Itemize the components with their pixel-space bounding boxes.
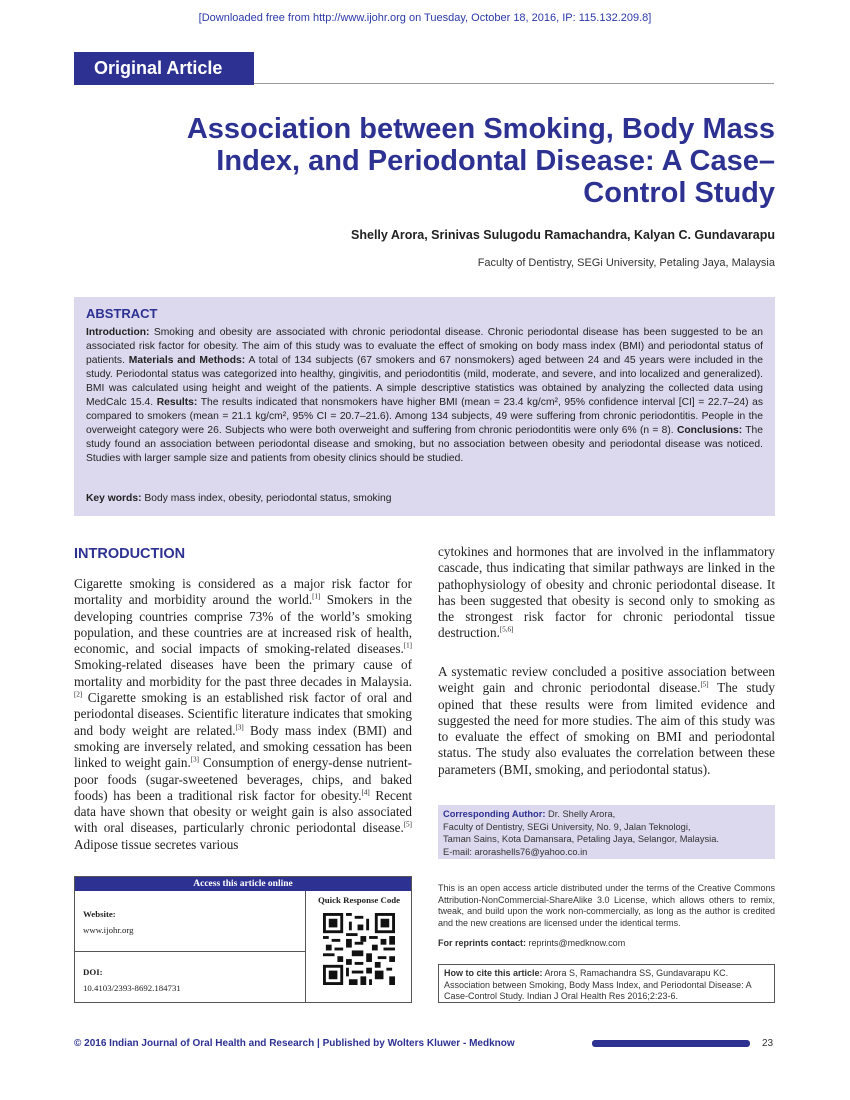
header-divider [254,83,774,84]
intro-text: Cigarette smoking is an established risk factor of oral and periodontal diseases. Scientific literature indicates that smoking and body weight are related. [74,690,412,738]
citation-ref[interactable]: [1] [403,641,412,650]
intro-paragraph [438,544,775,642]
intro-text: Smokers in the developing countries comprise 73% of the world’s smoking population, and these countries are at increased risk of health, economic, and social impacts of smoking-related diseases. [74,592,412,657]
download-line: [Downloaded free from http://www.ijohr.org on Tuesday, October 18, 2016, IP: 115.132.209.8] [198,12,652,24]
abstract-methods-label: Materials and Methods: [128,355,246,366]
intro-text: A systematic review concluded a positive association between weight gain and chronic periodontal disease. [438,664,775,696]
introduction-right-paragraph-1 [438,544,775,642]
authors: Shelly Arora, Srinivas Sulugodu Ramachandra, Kalyan C. Gundavarapu [351,228,775,242]
doi-cell [75,967,305,993]
access-heading: Access this article online [75,877,411,891]
qr-label: Quick Response Code [317,895,401,905]
citation-ref[interactable]: [5,6] [499,626,514,635]
intro-text: Adipose tissue secretes various [74,836,239,852]
intro-text: Consumption of energy-dense nutrient-poor foods (sugar-sweetened beverages, chips, and baked foods) has been a traditional risk factor for obesity. [74,755,412,803]
corresponding-address-line: Faculty of Dentistry, SEGi University, No. 9, Jalan Teknologi, [443,821,691,832]
affiliation: Faculty of Dentistry, SEGi University, Petaling Jaya, Malaysia [477,257,775,269]
introduction-left-column [74,576,412,853]
abstract-results-text: The results indicated that nonsmokers have higher BMI (mean = 23.4 kg/cm², 95% confidence interval [CI] = 22.7–24) as compared to smokers (mean = 21.1 kg/cm², 95% CI = 20.7–21.6). Among 134 subjects, 49 were suffering from chronic periodontitis. People in the overweight category were 26. Subjects who were both overweight and suffering from chronic periodontitis were only 6% (n = 8). [86,397,763,436]
website-label: Website: [83,909,116,919]
corresponding-author-line [443,808,770,821]
footer-bar [592,1040,750,1047]
abstract-methods-text: A total of 134 subjects (67 smokers and 67 nonsmokers) aged between 24 and 45 years were included in the study. Periodontal status was categorized into healthy, gingivitis, and periodontitis (mild, moderate, and severe, and into localized and generalized). BMI was calculated using height and weight of the patients. A simple descriptive statistics was obtained by analyzing the collected data using MedCalc 15.4. [86,355,763,408]
reprints-contact [438,938,775,948]
introduction-heading: INTRODUCTION [74,546,186,562]
doi-link[interactable]: 10.4103/2393-8692.184731 [83,983,181,993]
intro-paragraph [74,576,412,853]
intro-text: cytokines and hormones that are involved in the inflammatory cascade, thus indicating that similar pathways are linked in the pathophysiology of obesity and chronic periodontal disease. It has been suggested that obesity is second only to smoking as the strongest risk factor for chronic periodontal tissue destruction. [438,544,775,641]
intro-text: Cigarette smoking is considered as a major risk factor for mortality and morbidity around the world. [74,576,412,608]
keywords [86,493,391,504]
abstract-heading: ABSTRACT [86,306,158,321]
reprints-label: For reprints contact: [438,938,527,948]
qr-code-icon[interactable] [323,913,395,985]
corresponding-author-name: Dr. Shelly Arora, [545,809,616,819]
intro-text: Smoking-related diseases have been the primary cause of mortality and morbidity for the past three decades in Malaysia. [74,657,412,689]
citation-ref[interactable]: [2] [74,690,83,699]
cite-label: How to cite this article: [444,968,543,978]
citation-ref[interactable]: [3] [235,723,244,732]
access-divider [75,951,305,952]
website-link[interactable]: www.ijohr.org [83,925,134,935]
intro-paragraph [438,664,775,778]
intro-text: Recent data have shown that obesity or weight gain is also associated with oral diseases, particularly chronic periodontal disease. [74,787,412,836]
article-title: Association between Smoking, Body Mass Index, and Periodontal Disease: A Case–Control Study [186,113,775,209]
cite-text: Arora S, Ramachandra SS, Gundavarapu KC. Association between Smoking, Body Mass Index, and Periodontal Disease: A Case-Control Study. Indian J Oral Health Res 2016;2:23-6. [444,968,752,1001]
citation-ref[interactable]: [3] [190,755,199,764]
access-online-box [74,876,412,1003]
keywords-label: Key words: [86,493,142,504]
page-footer: © 2016 Indian Journal of Oral Health and Research | Published by Wolters Kluwer - Medknow [74,1038,515,1049]
abstract-results-label: Results: [156,397,198,408]
introduction-right-paragraph-2 [438,664,775,778]
citation-ref[interactable]: [4] [361,788,370,797]
access-divider [305,891,306,1002]
article-type-tab: Original Article [74,52,254,85]
corresponding-author-label: Corresponding Author: [443,809,546,819]
page-number: 23 [762,1038,774,1049]
abstract-conclusions-label: Conclusions: [676,425,743,436]
abstract-body [86,326,763,466]
abstract-intro-text: Smoking and obesity are associated with chronic periodontal disease. Chronic periodontal disease has been suggested to be an associated risk factor for obesity. The aim of this study was to evaluate the effect of smoking on body mass index (BMI) and periodontal status of patients. [86,327,763,366]
citation-ref[interactable]: [5] [403,821,412,830]
access-grid [75,891,411,1002]
website-cell [75,909,305,935]
corresponding-address-line: Taman Sains, Kota Damansara, Petaling Jaya, Selangor, Malaysia. [443,834,719,844]
citation-ref[interactable]: [5] [700,680,709,689]
license-text: This is an open access article distributed under the terms of the Creative Commons Attribution-NonCommercial-ShareAlike 3.0 License, which allows others to remix, tweak, and build upon the work non-commercially, as long as the author is credited and the new creations are licensed under the identical terms. [438,883,775,928]
keywords-text: Body mass index, obesity, periodontal status, smoking [141,493,392,504]
doi-label: DOI: [83,967,103,977]
reprints-email[interactable]: reprints@medknow.com [526,938,626,948]
abstract-conclusions-text: The study found an association between periodontal disease and smoking, but no association between obesity and periodontal disease was noticed. Studies with larger sample size and patients from obesity clinics should be studied. [86,425,763,464]
abstract-box [74,297,775,516]
intro-text: The study opined that these results were from limited evidence and suggested the need for more studies. The aim of this study was to evaluate the effect of smoking on BMI and periodontal status. The study also evaluates the correlation between these parameters (BMI, smoking, and periodontal status). [438,680,775,777]
corresponding-author-box [438,805,775,859]
corresponding-email[interactable]: E-mail: arorashells76@yahoo.co.in [443,846,588,857]
intro-text: Body mass index (BMI) and smoking are inversely related, and smoking cessation has been linked to weight gain. [74,722,412,771]
how-to-cite-box [438,964,775,1003]
abstract-intro-label: Introduction: [86,327,150,338]
citation-ref[interactable]: [1] [312,592,321,601]
